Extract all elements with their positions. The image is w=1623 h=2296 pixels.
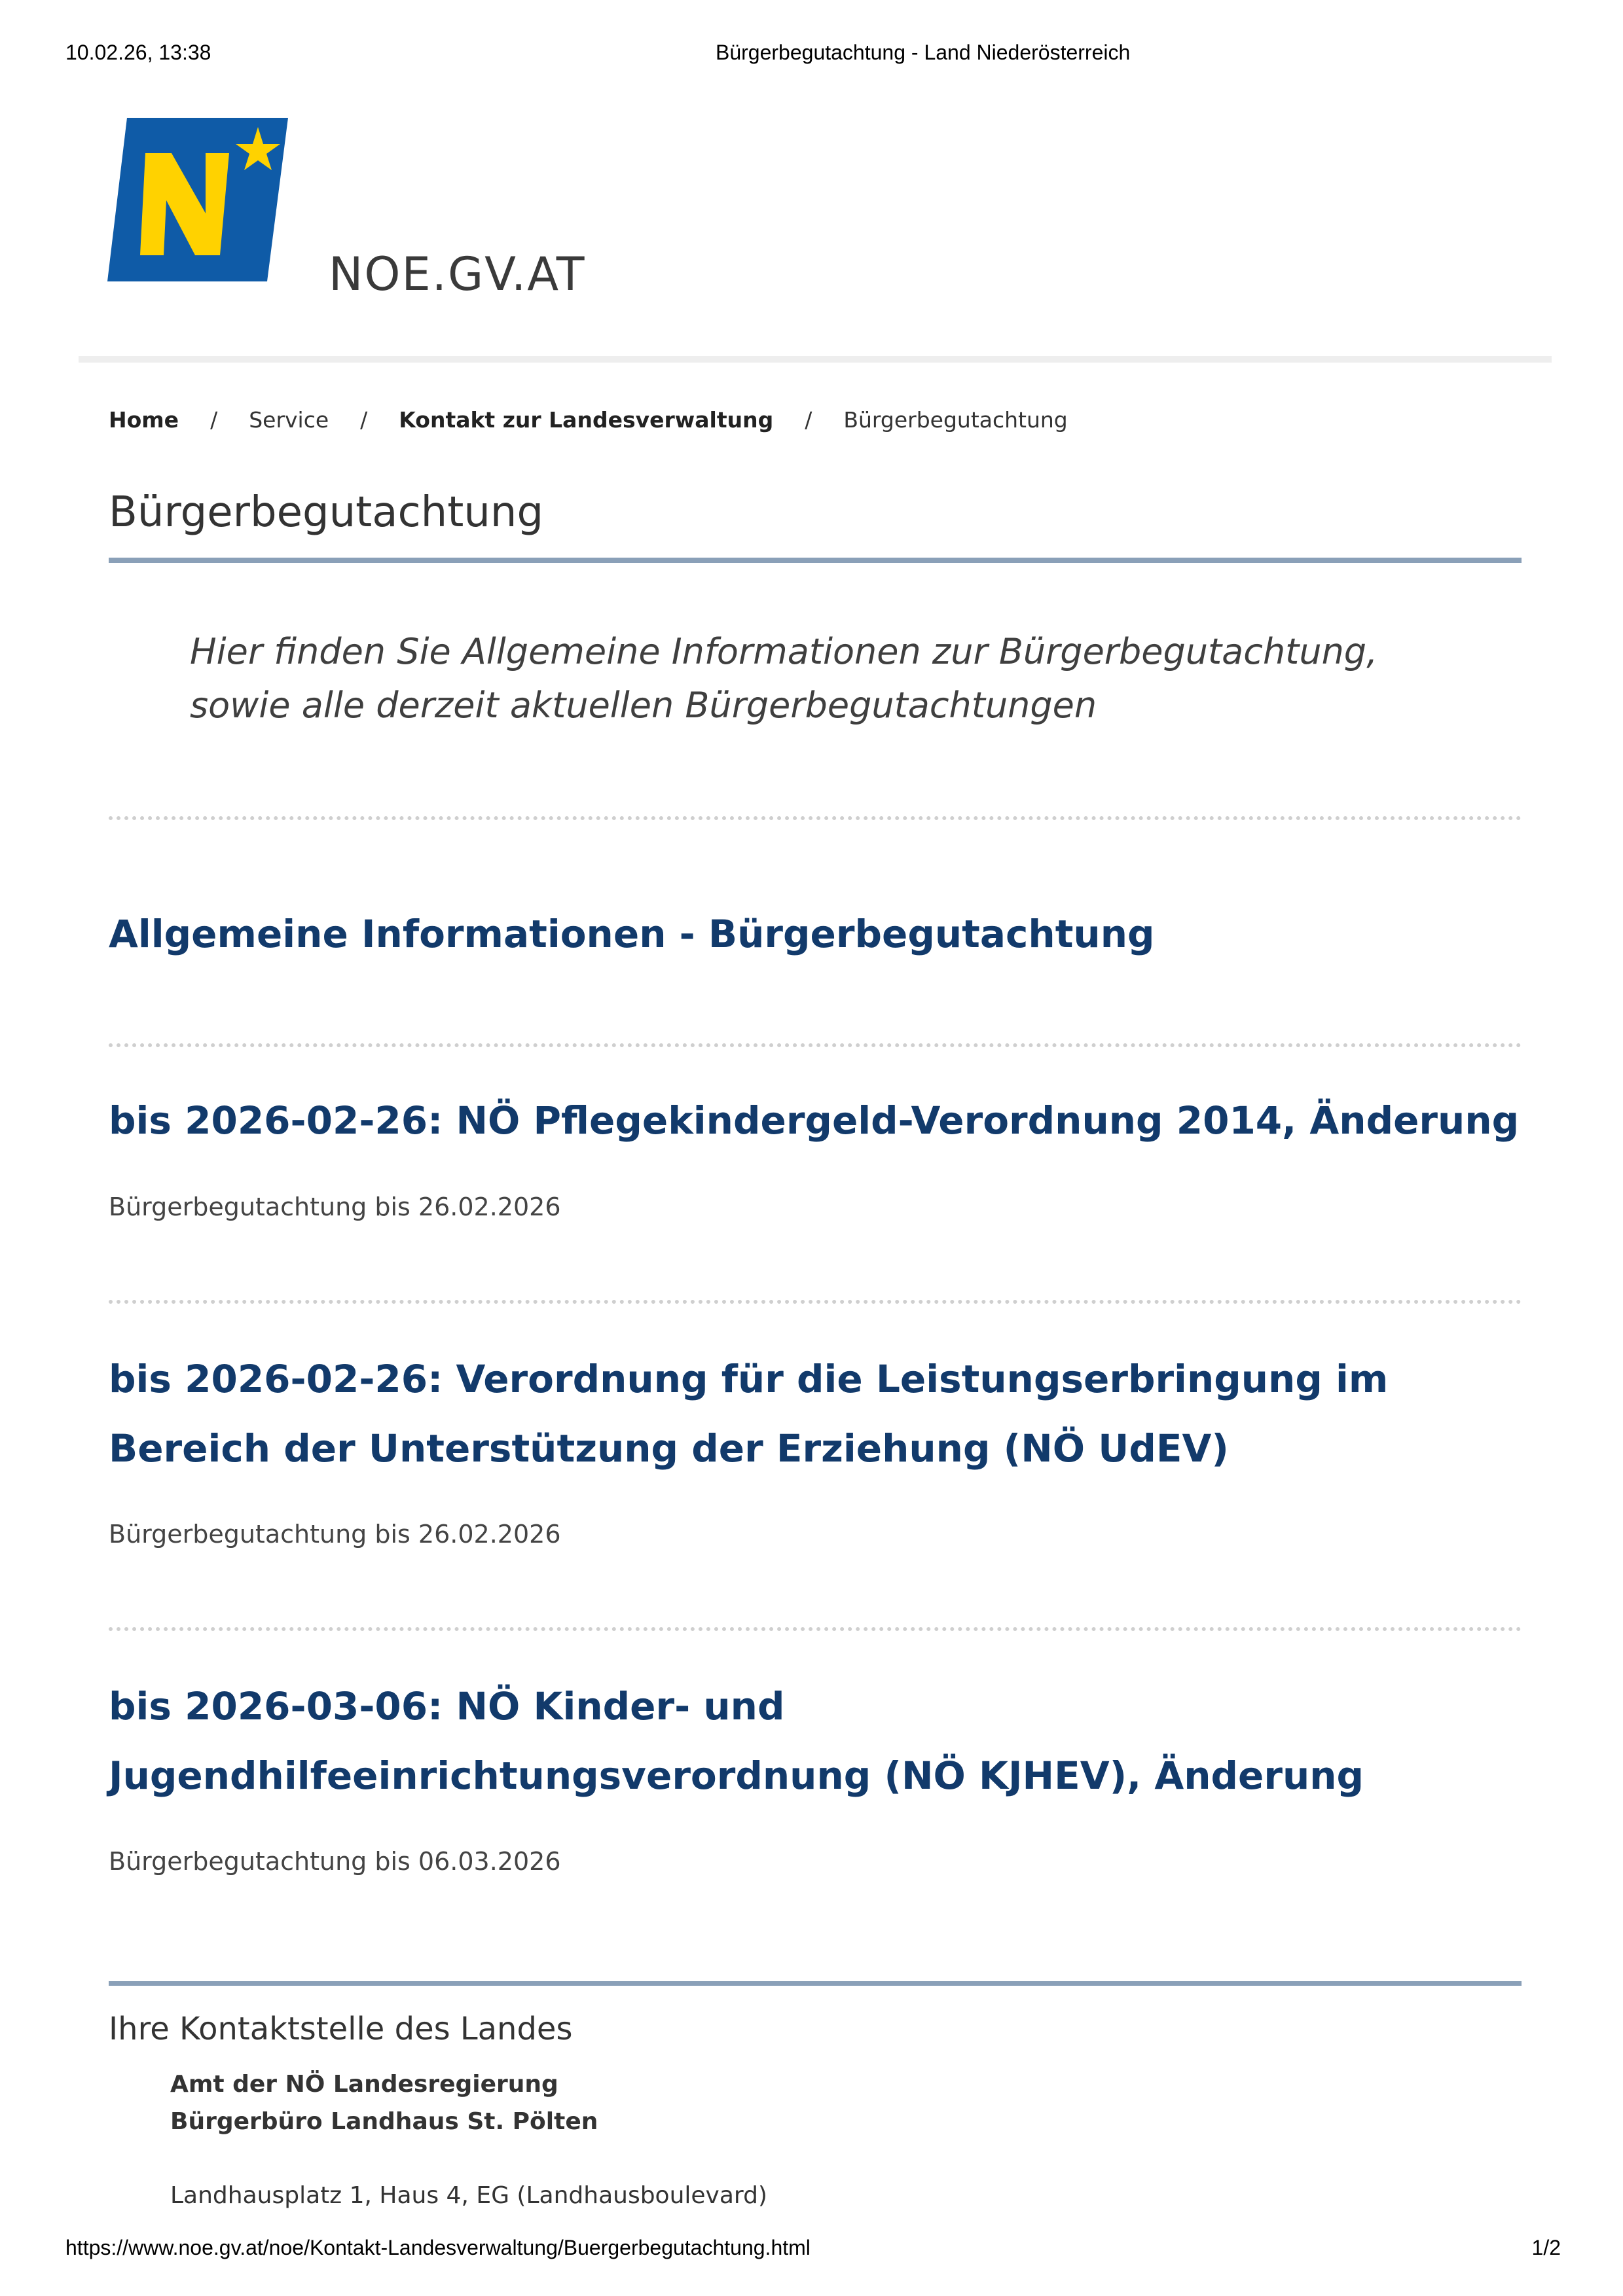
entry-divider [109,1043,1522,1047]
print-page-number: 1/2 [1531,2236,1561,2259]
header-divider [79,356,1552,363]
contact-office: Bürgerbüro Landhaus St. Pölten [170,2108,598,2135]
breadcrumb-kontakt[interactable]: Kontakt zur Landesverwaltung [399,407,774,433]
entry-deadline: Bürgerbegutachtung bis 06.03.2026 [109,1847,561,1876]
entry-link-kjhev[interactable]: bis 2026-03-06: NÖ Kinder- und Jugendhilfeeinrichtungsverordnung (NÖ KJHEV), Änderung [109,1684,1364,1798]
entry-divider [109,816,1522,820]
intro-text: Hier finden Sie Allgemeine Informationen zur Bürgerbegutachtung, sowie alle derzeit aktuellen Bürgerbegutachtungen [190,631,1378,726]
breadcrumb-separator: / [360,407,368,433]
breadcrumb [109,407,1068,433]
breadcrumb-separator: / [805,407,812,433]
title-rule [109,558,1522,563]
noe-logo-icon [107,118,288,281]
contact-rule [109,1981,1522,1986]
entry-link-pflegekindergeld[interactable]: bis 2026-02-26: NÖ Pflegekindergeld-Verordnung 2014, Änderung [109,1098,1520,1143]
site-name[interactable]: NOE.GV.AT [329,247,586,301]
breadcrumb-current: Bürgerbegutachtung [843,407,1068,433]
entry-deadline: Bürgerbegutachtung bis 26.02.2026 [109,1193,561,1221]
print-timestamp: 10.02.26, 13:38 [65,41,211,64]
entry-divider [109,1627,1522,1631]
print-url: https://www.noe.gv.at/noe/Kontakt-Landesverwaltung/Buergerbegutachtung.html [65,2236,811,2259]
entry-link-general-info[interactable]: Allgemeine Informationen - Bürgerbegutachtung [109,912,1155,956]
contact-heading: Ihre Kontaktstelle des Landes [109,2011,573,2047]
entry-deadline: Bürgerbegutachtung bis 26.02.2026 [109,1520,561,1549]
print-page-title: Bürgerbegutachtung - Land Niederösterreich [716,41,1131,64]
contact-address: Landhausplatz 1, Haus 4, EG (Landhausboulevard) [170,2182,767,2209]
entry-link-udev[interactable]: bis 2026-02-26: Verordnung für die Leistungserbringung im Bereich der Unterstützung der Erziehung (NÖ UdEV) [109,1357,1389,1471]
breadcrumb-service[interactable]: Service [249,407,329,433]
noe-logo[interactable] [107,118,288,281]
breadcrumb-separator: / [210,407,218,433]
page-title: Bürgerbegutachtung [109,488,544,537]
breadcrumb-home[interactable]: Home [109,407,179,433]
contact-org: Amt der NÖ Landesregierung [170,2071,558,2098]
entry-divider [109,1300,1522,1304]
